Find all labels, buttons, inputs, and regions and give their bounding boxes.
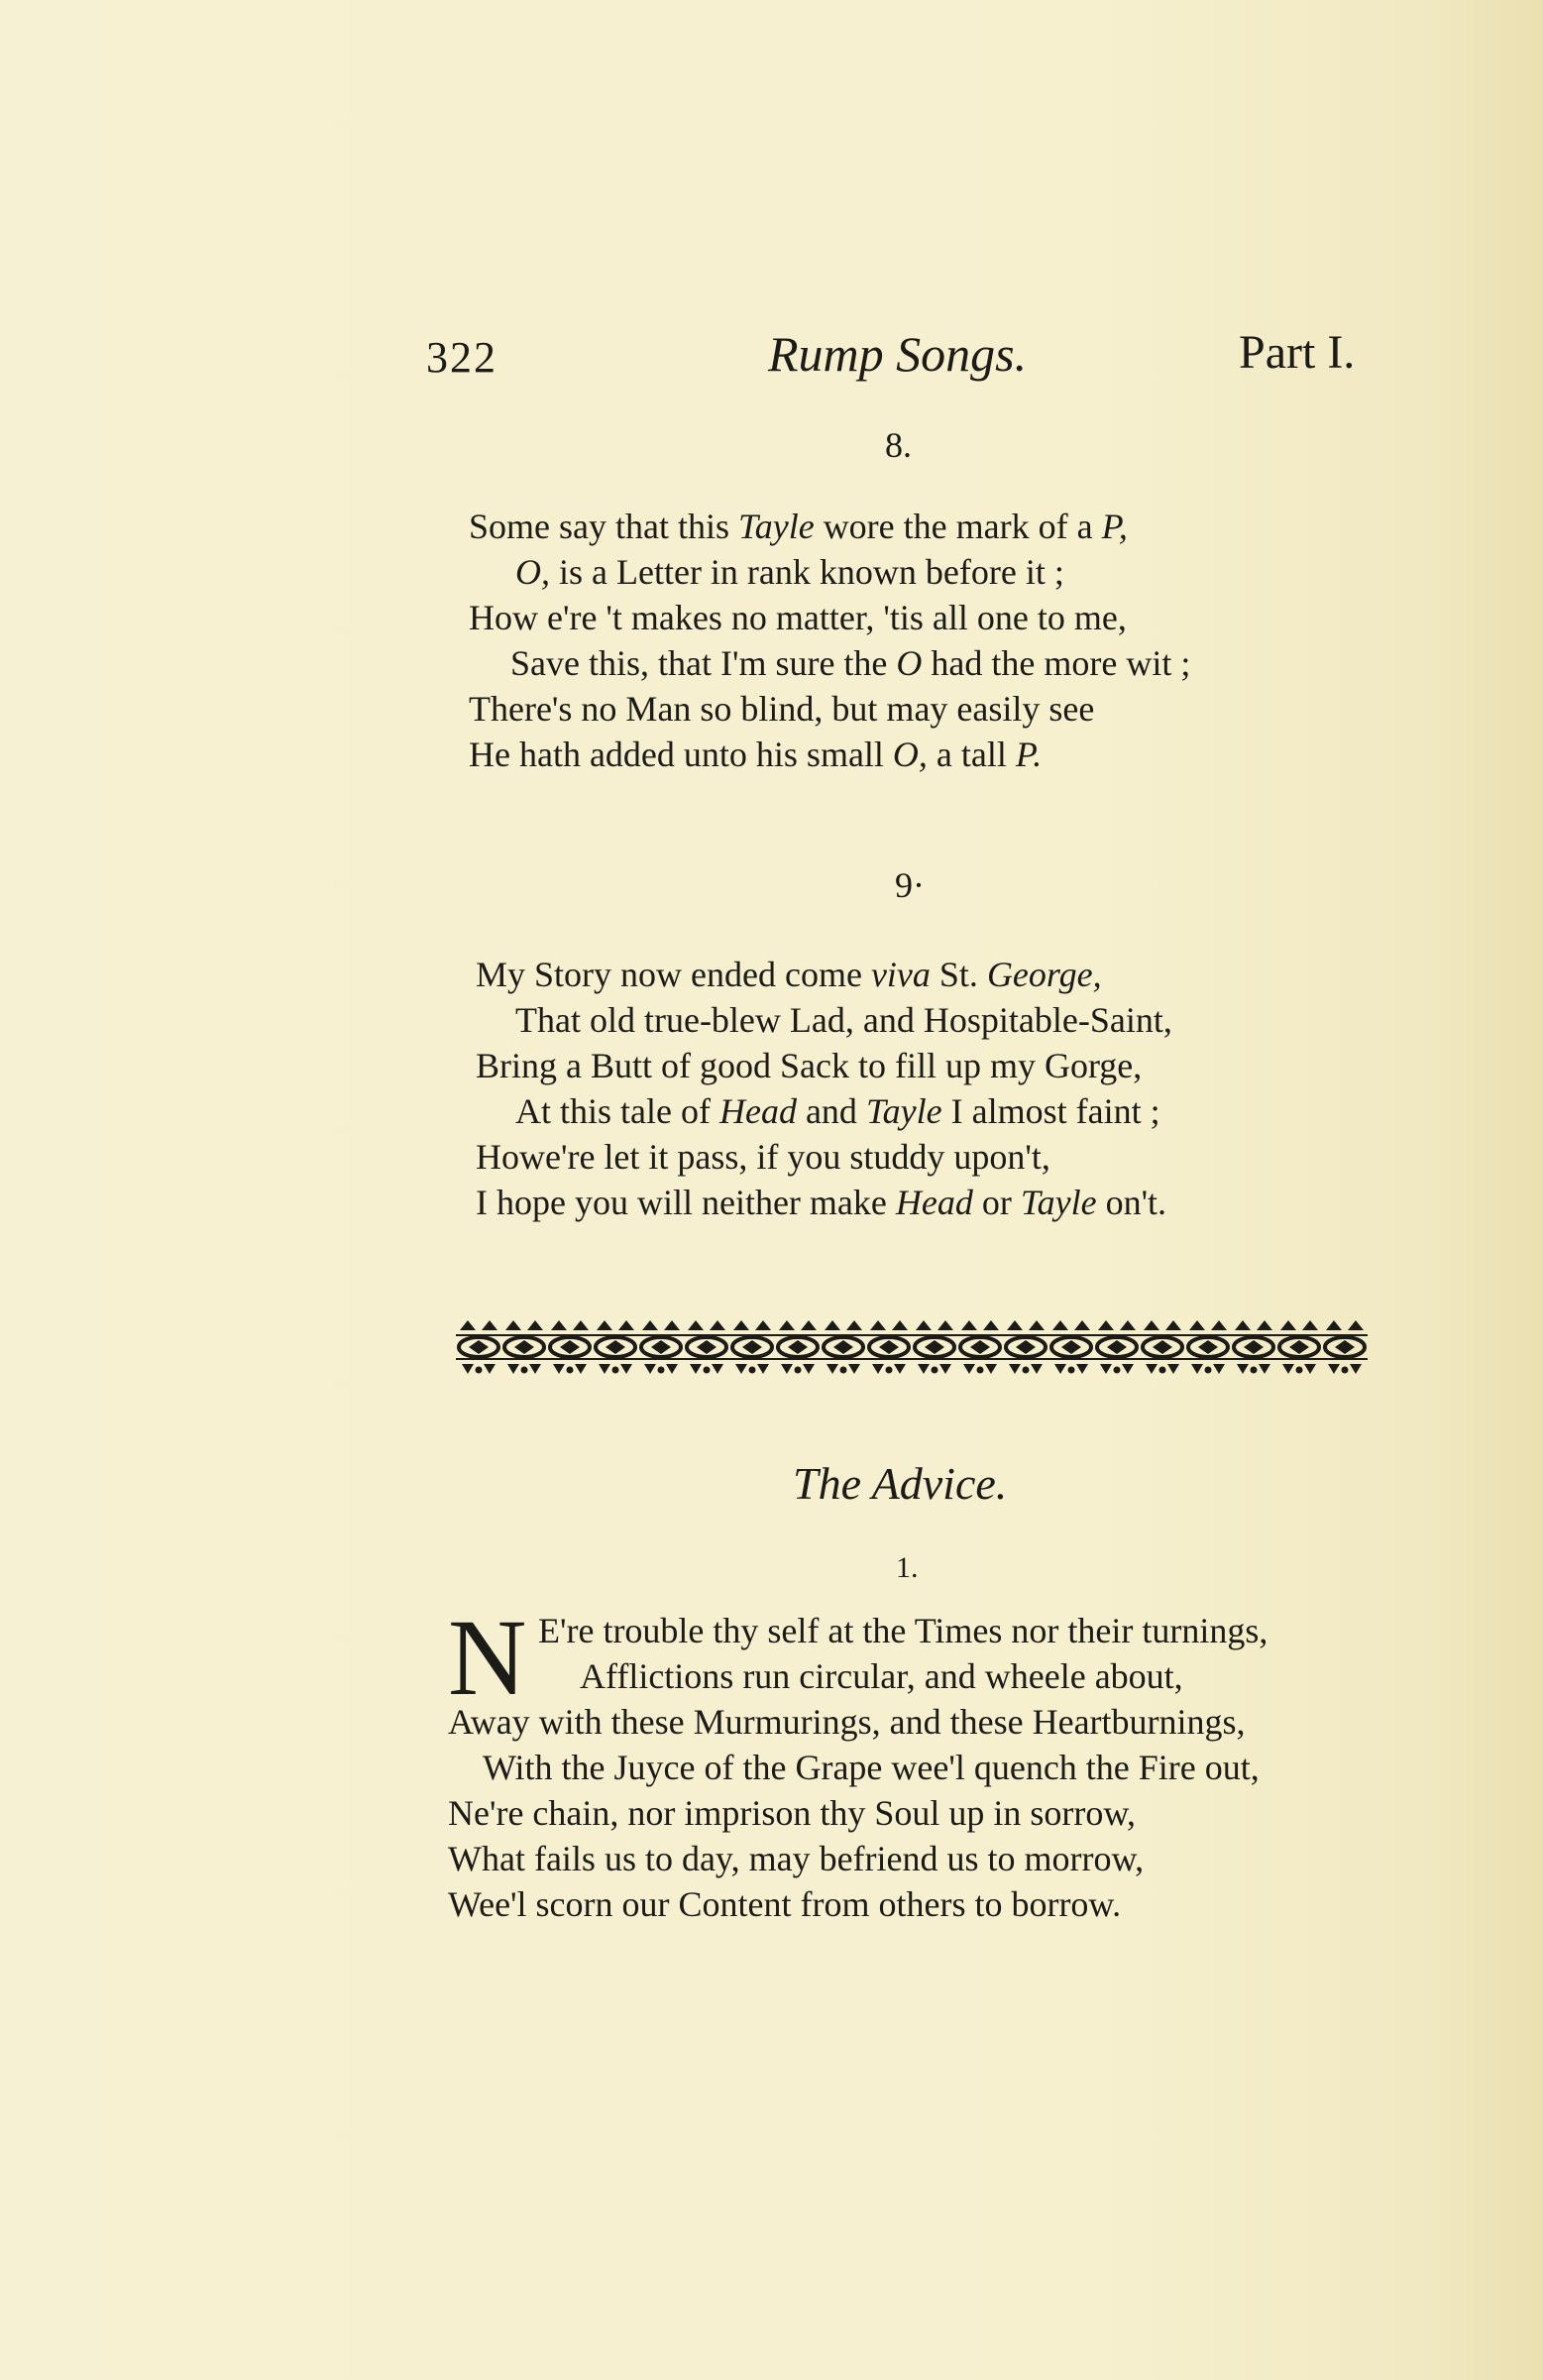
page-number: 322 <box>426 333 497 382</box>
verse-line: Ne're chain, nor imprison thy Soul up in sorrow, <box>448 1793 1137 1833</box>
verse-line: That old true-blew Lad, and Hospitable-Saint, <box>515 1000 1172 1040</box>
verse-line: Howe're let it pass, if you studdy upon't, <box>476 1137 1050 1177</box>
verse-line: How e're 't makes no matter, 'tis all one to me, <box>469 598 1127 637</box>
verse-line: Some say that this Tayle wore the mark of a P, <box>469 507 1128 546</box>
part-label: Part I. <box>1239 326 1356 379</box>
ornament-divider <box>456 1316 1368 1378</box>
verse-line: My Story now ended come viva St. George, <box>476 955 1102 994</box>
verse-line: I hope you will neither make Head or Tayle on't. <box>476 1183 1167 1222</box>
verse-line: There's no Man so blind, but may easily see <box>469 689 1095 729</box>
verse-line: With the Juyce of the Grape wee'l quench the Fire out, <box>483 1748 1260 1787</box>
verse-line: At this tale of Head and Tayle I almost faint ; <box>515 1091 1160 1131</box>
running-title: Rump Songs. <box>768 326 1028 382</box>
stanza-number-9: 9· <box>895 865 925 905</box>
verse-line: What fails us to day, may befriend us to morrow, <box>448 1839 1145 1878</box>
stanza-number-8: 8. <box>885 425 912 465</box>
stanza-number-1: 1. <box>896 1551 919 1584</box>
drop-cap: N <box>448 1597 527 1718</box>
poem-title: The Advice. <box>793 1458 1008 1509</box>
verse-line: He hath added unto his small O, a tall P. <box>469 735 1043 774</box>
verse-line: Away with these Murmurings, and these Heartburnings, <box>448 1702 1246 1742</box>
verse-line: O, is a Letter in rank known before it ; <box>515 552 1064 592</box>
verse-line: Afflictions run circular, and wheele about, <box>580 1656 1183 1696</box>
verse-line: Wee'l scorn our Content from others to borrow. <box>448 1884 1122 1924</box>
verse-line: Save this, that I'm sure the O had the more wit ; <box>510 643 1191 683</box>
verse-line: E're trouble thy self at the Times nor their turnings, <box>538 1611 1268 1650</box>
verse-line: Bring a Butt of good Sack to fill up my Gorge, <box>476 1046 1143 1085</box>
